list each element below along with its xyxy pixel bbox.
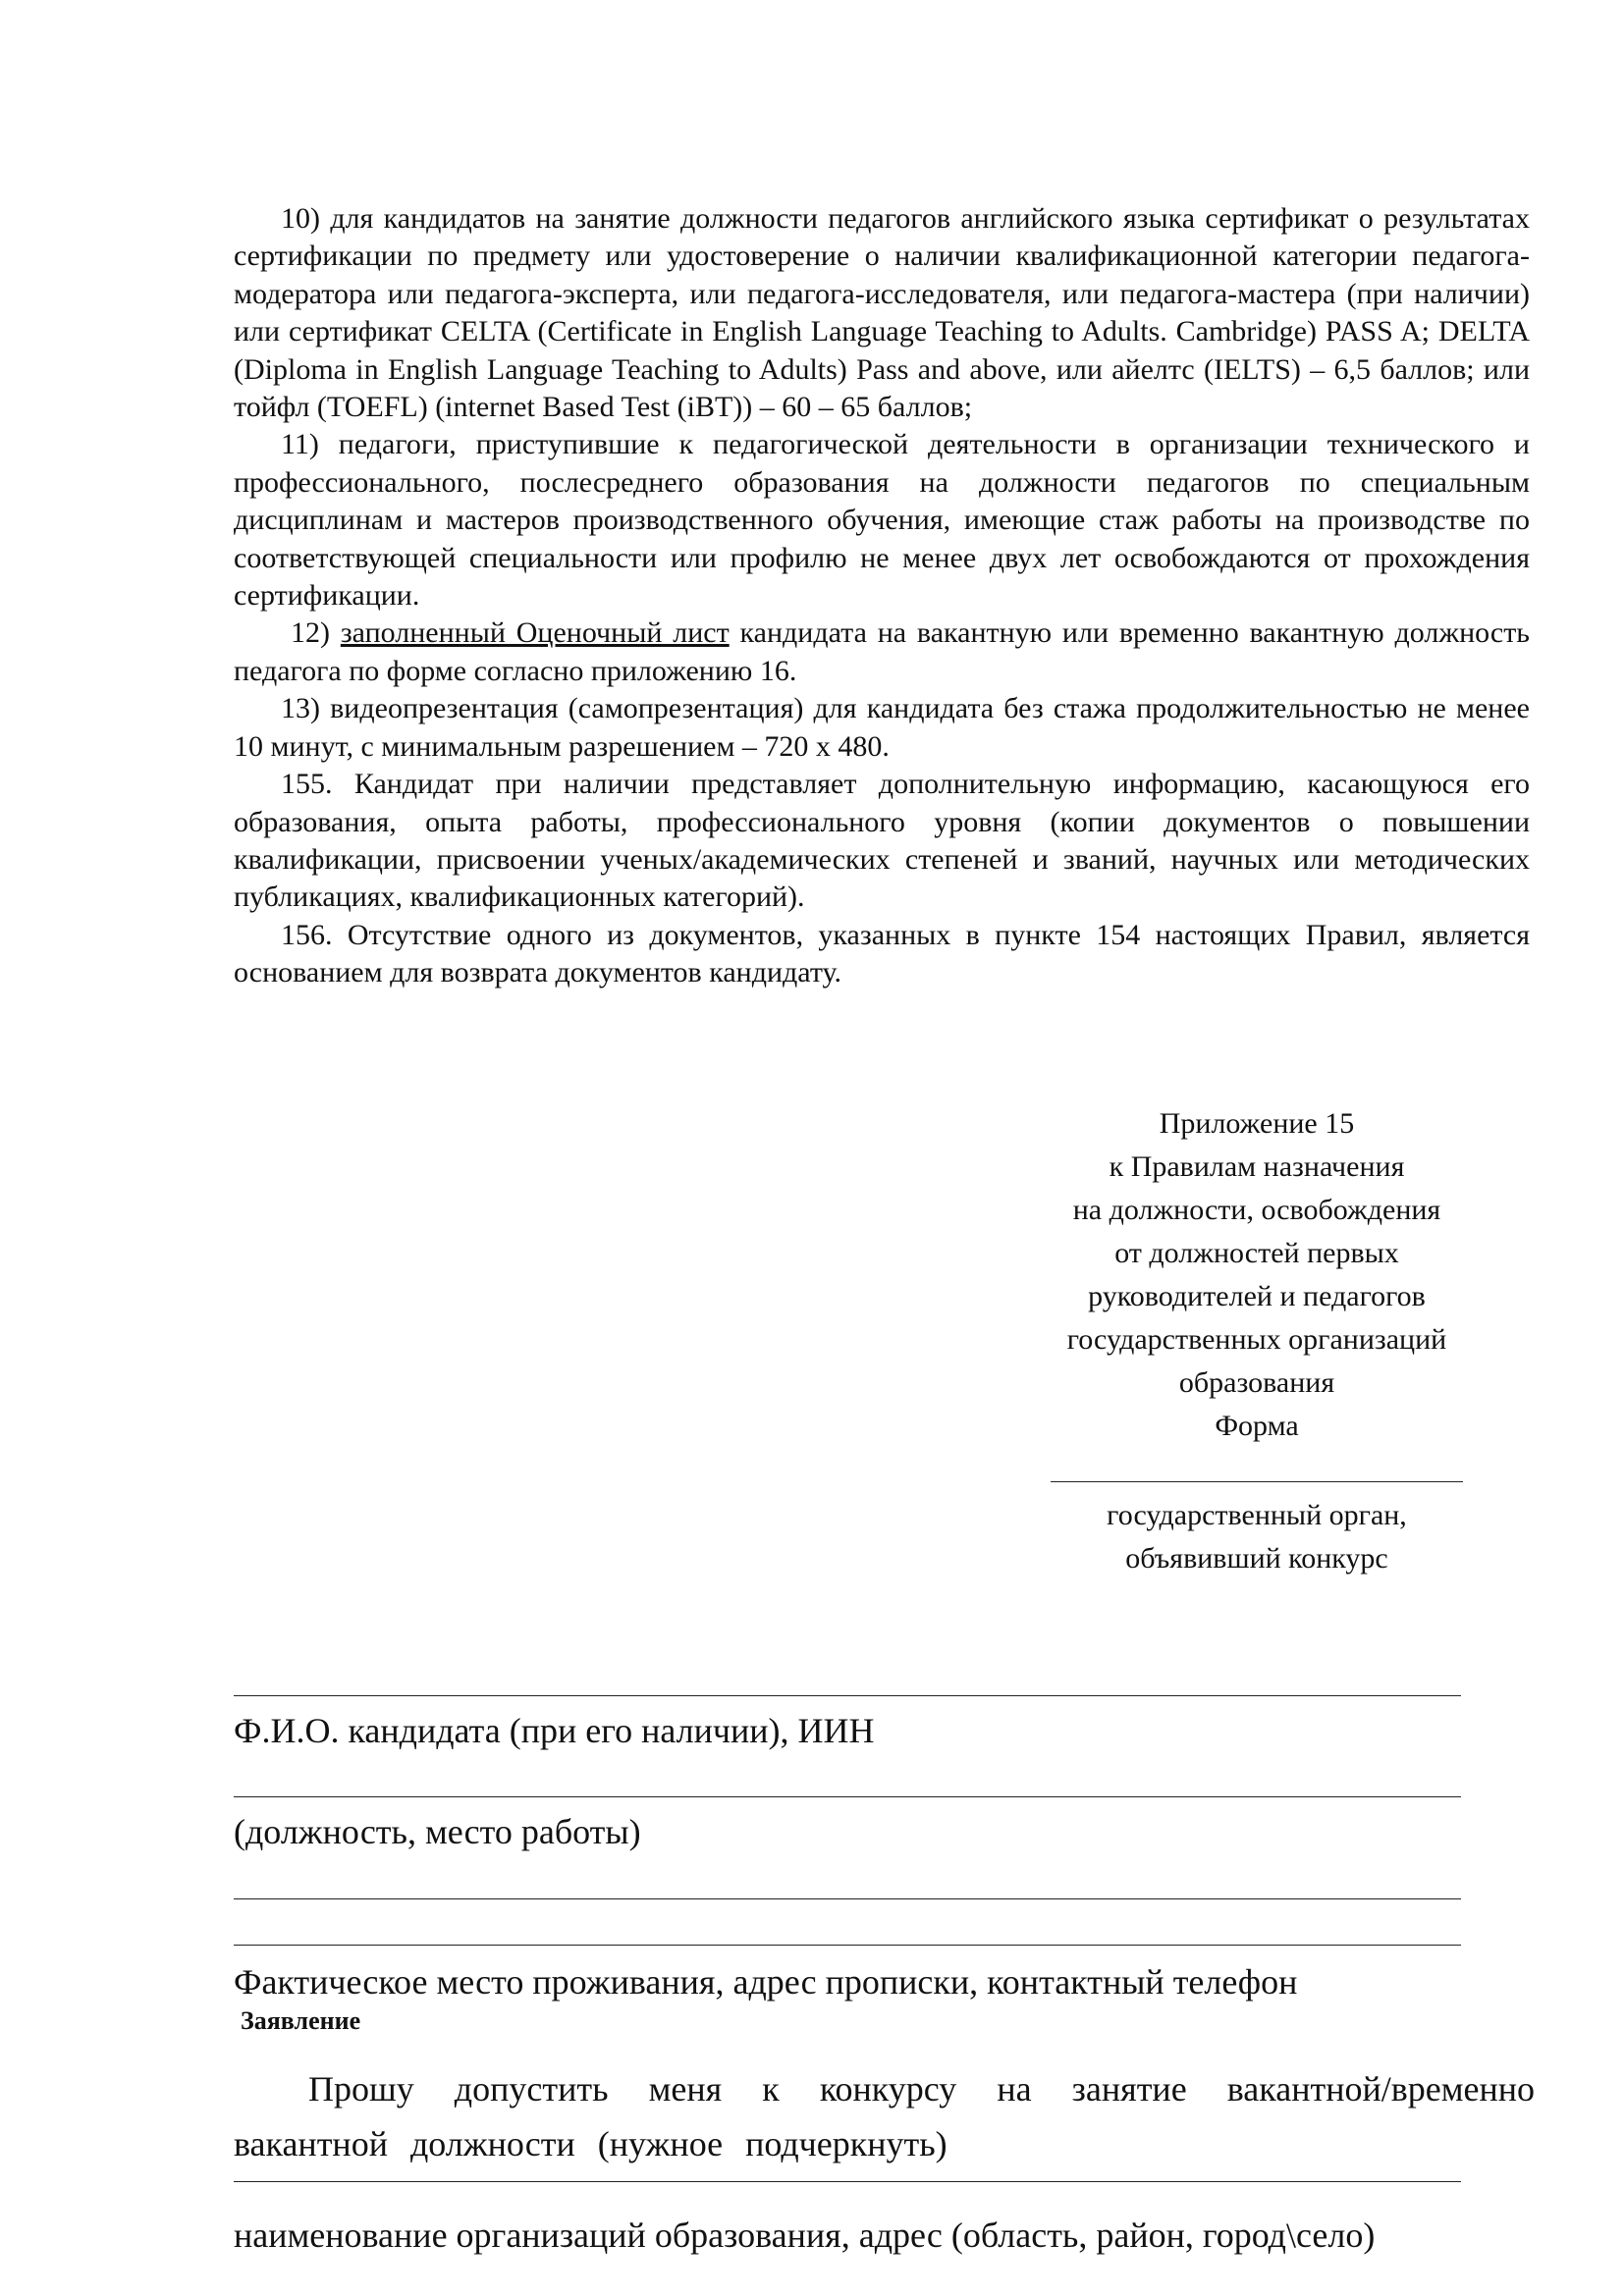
form-label: Форма	[1215, 1410, 1299, 1442]
organization-blank-line[interactable]	[234, 2181, 1461, 2182]
authority-caption: государственный орган,	[1107, 1499, 1407, 1531]
evaluation-sheet-link[interactable]: заполненный Оценочный лист	[340, 616, 730, 650]
paragraph-12-number: 12)	[291, 616, 341, 650]
paragraph-10: 10) для кандидатов на занятие должности педагогов английского языка сертификат о результатах сертификации по предмету или удостоверение о наличии квалификационной категории педагога-модератора или педагога-эксперта, или педагога-исследователя, или педагога-мастера (при наличии) или сертификат CELTA (Certificate in English Language Teaching to Adults. Cambridge) PASS A; DELTA (Diploma in English Language Teaching to Adults) Pass and above, или айелтс (IELTS) – 6,5 баллов; или тойфл (TOEFL) (internet Based Test (iBT)) – 60 – 65 баллов;	[234, 202, 1530, 424]
address-blank-line-2[interactable]	[234, 1945, 1461, 1946]
statement-title: Заявление	[241, 2006, 361, 2035]
request-text: Прошу допустить меня к конкурсу на занятие вакантной/временно вакантной должности (нужное подчеркнуть)	[234, 2069, 1535, 2163]
authority-caption: объявивший конкурс	[1125, 1542, 1388, 1575]
appendix-line: государственных организаций	[1066, 1323, 1447, 1356]
authority-blank-line[interactable]	[1051, 1460, 1463, 1482]
paragraph-156: 156. Отсутствие одного из документов, указанных в пункте 154 настоящих Правил, является основанием для возврата документов кандидату.	[234, 918, 1530, 989]
appendix-line: к Правилам назначения	[1109, 1150, 1405, 1183]
paragraph-11: 11) педагоги, приступившие к педагогической деятельности в организации технического и профессионального, послесреднего образования на должности педагогов по специальным дисциплинам и мастеров производственного обучения, имеющие стаж работы на производстве по соответствующей специальности или профилю не менее двух лет освобождаются от прохождения сертификации.	[234, 428, 1530, 613]
position-blank-line[interactable]	[234, 1796, 1461, 1797]
address-blank-line-1[interactable]	[234, 1898, 1461, 1899]
requirements-text	[234, 200, 1530, 992]
paragraph-12	[234, 614, 1530, 690]
organization-label: наименование организаций образования, адрес (область, район, город\село)	[234, 2216, 1376, 2255]
appendix-header	[992, 1102, 1522, 1580]
paragraph-13: 13) видеопрезентация (самопрезентация) для кандидата без стажа продолжительностью не менее 10 минут, с минимальным разрешением – 720 x 480.	[234, 692, 1530, 763]
appendix-line: на должности, освобождения	[1072, 1194, 1441, 1226]
position-label: (должность, место работы)	[234, 1812, 641, 1851]
appendix-line: руководителей и педагогов	[1088, 1280, 1426, 1312]
paragraph-155: 155. Кандидат при наличии представляет дополнительную информацию, касающуюся его образования, опыта работы, профессионального уровня (копии документов о повышении квалификации, присвоении ученых/академических степеней и званий, научных или методических публикациях, квалификационных категорий).	[234, 768, 1530, 914]
appendix-line: образования	[1178, 1366, 1335, 1399]
appendix-line: от должностей первых	[1114, 1237, 1399, 1269]
fio-blank-line[interactable]	[234, 1695, 1461, 1696]
address-label: Фактическое место проживания, адрес прописки, контактный телефон	[234, 1962, 1298, 2002]
appendix-line: Приложение 15	[1159, 1107, 1355, 1140]
fio-label: Ф.И.О. кандидата (при его наличии), ИИН	[234, 1711, 875, 1750]
paragraph-12-text: кандидата на вакантную или временно вакантную должность педагога по форме согласно приложению 16.	[234, 616, 1530, 687]
